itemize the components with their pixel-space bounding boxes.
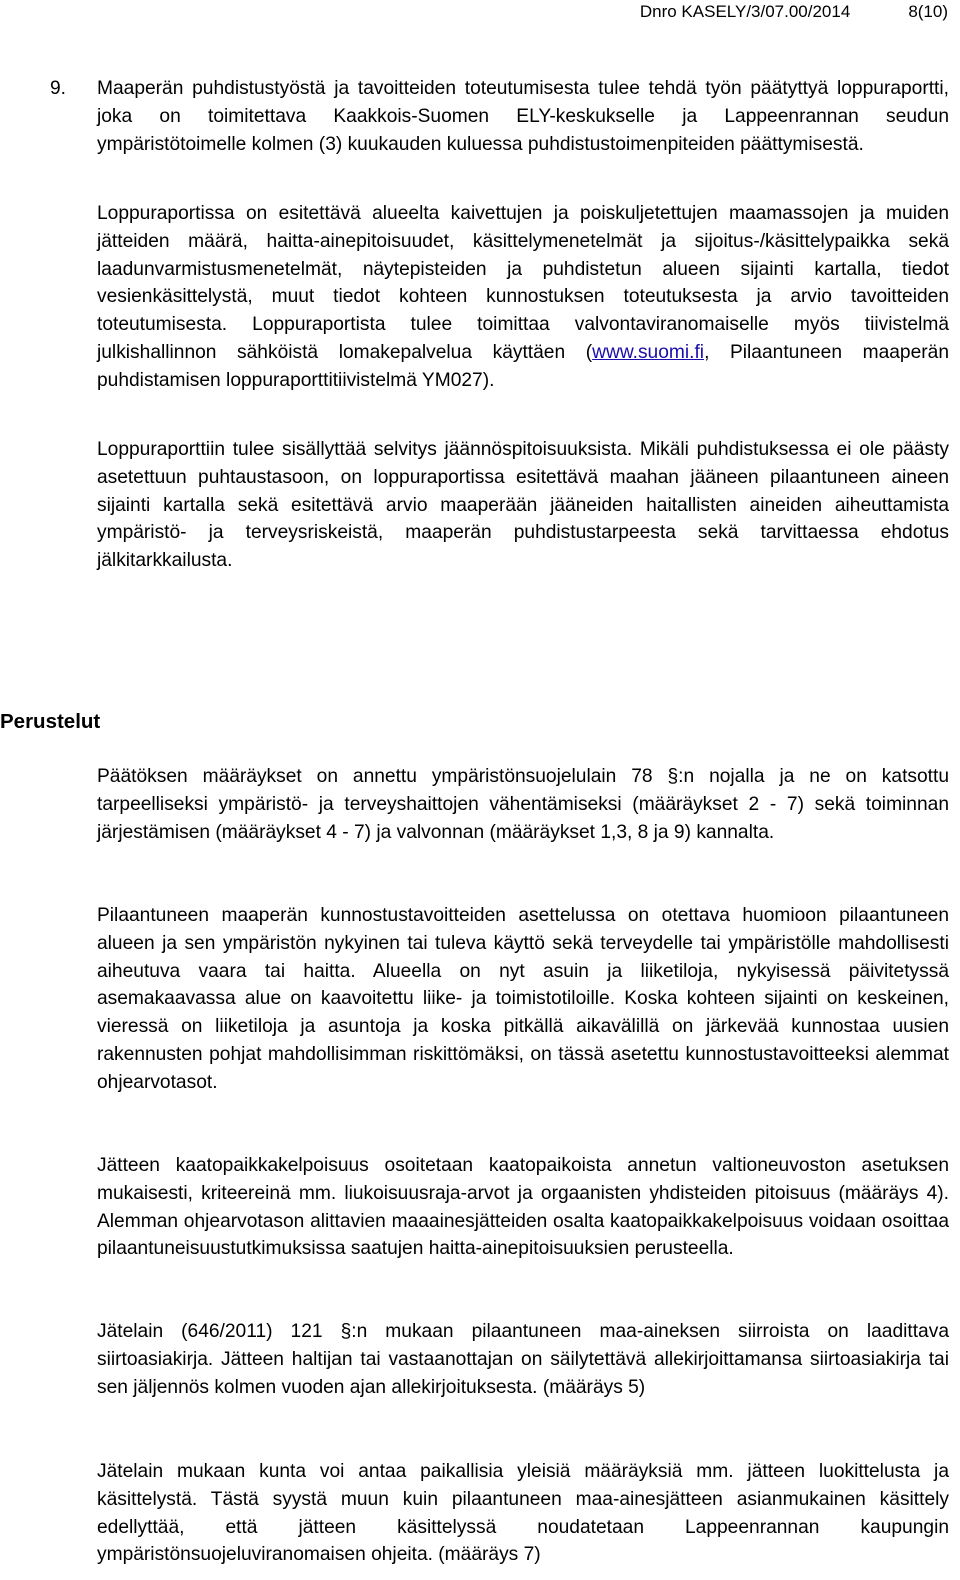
item-number: 9. bbox=[50, 78, 67, 99]
document-number: Dnro KASELY/3/07.00/2014 bbox=[639, 2, 851, 21]
justification-paragraph: Jätelain (646/2011) 121 §:n mukaan pilaantuneen maa-aineksen siirroista on laadittava siirtoasiakirja. Jätteen haltijan tai vastaanottajan on säilytettävä allekirjoittamansa siirtoasiakirja tai sen jäljennös kolmen vuoden ajan allekirjoituksesta. (määräys 5) bbox=[97, 1321, 949, 1398]
page-number: 8(10) bbox=[908, 2, 948, 21]
section-heading-perustelut: Perustelut bbox=[0, 710, 101, 733]
justification-paragraph: Pilaantuneen maaperän kunnostustavoitteiden asettelussa on otettava huomioon pilaantuneen alueen ja sen ympäristön nykyinen tai tuleva käyttö sekä terveydelle tai ympäristölle mahdollisesti aiheutuva vaara tai haitta. Alueella on nyt asuin ja liiketiloja, nykyisessä päivitetyssä asemakaavassa alue on kaavoitettu liike- ja toimistotiloille. Koska kohteen sijainti on keskeinen, vieressä on liiketiloja ja asuntoja ja koska pitkällä aikavälillä on järkevää kunnostaa uusien rakennusten pohjat mahdollisimman riskittömäksi, on tässä asetettu kunnostustavoitteeksi alemmat ohjearvotasot. bbox=[97, 905, 949, 1093]
item-9-paragraph: Maaperän puhdistustyöstä ja tavoitteiden toteutumisesta tulee tehdä työn päätyttyä loppuraportti, joka on toimitettava Kaakkois-Suomen ELY-keskukselle ja Lappeenrannan seudun ympäristötoimelle kolmen (3) kuukauden kuluessa puhdistustoimenpiteiden päättymisestä. bbox=[97, 78, 949, 155]
final-report-text-end: , Pilaantuneen maaperän puhdistamisen loppuraporttitiivistelmä YM027). bbox=[97, 341, 949, 391]
page-header bbox=[640, 2, 948, 22]
final-report-text: Loppuraportissa on esitettävä alueelta kaivettujen ja poiskuljetettujen maamassojen ja muiden jätteiden määrä, haitta-ainepitoisuudet, käsittelymenetelmät ja sijoitus-/käsittelypaikka sekä laadunvarmistusmenetelmät, näytepisteiden ja puhdistetun alueen sijainti kartalla, tiedot vesienkäsittelystä, muut tiedot kohteen kunnostuksen toteutuksesta ja arvio tavoitteiden toteutumisesta. Loppuraportista tulee toimittaa valvontaviranomaiselle myös tiivistelmä julkishallinnon sähköistä lomakepalvelua käyttäen ( bbox=[97, 203, 949, 363]
justification-paragraph: Jätelain mukaan kunta voi antaa paikallisia yleisiä määräyksiä mm. jätteen luokittelusta ja käsittelystä. Tästä syystä muun kuin pilaantuneen maa-ainesjätteen asianmukainen käsittely edellyttää, että jätteen käsittelyssä noudatetaan Lappeenrannan kaupungin ympäristönsuojeluviranomaisen ohjeita. (määräys 7) bbox=[97, 1461, 949, 1566]
justification-paragraph: Jätteen kaatopaikkakelpoisuus osoitetaan kaatopaikoista annetun valtioneuvoston asetuksen mukaisesti, kriteereinä mm. liukoisuusraja-arvot ja orgaanisten yhdisteiden pitoisuus (määräys 4). Alemman ohjearvotason alittavien maaainesjätteiden osalta kaatopaikkakelpoisuus voidaan osoittaa pilaantuneisuustutkimuksissa saatujen haitta-ainepitoisuuksien perusteella. bbox=[97, 1155, 949, 1260]
residual-concentration-paragraph: Loppuraporttiin tulee sisällyttää selvitys jäännöspitoisuuksista. Mikäli puhdistuksessa ei ole päästy asetettuun puhtaustasoon, on loppuraportissa esitettävä maahan jääneen pilaantuneen aineen sijainti kartalla sekä esitettävä arvio maaperään jääneiden haitallisten aineiden aiheuttamista ympäristö- ja terveysriskeistä, maaperän puhdistustarpeesta sekä tarvittaessa ehdotus jälkitarkkailusta. bbox=[97, 439, 949, 572]
justification-paragraph: Päätöksen määräykset on annettu ympäristönsuojelulain 78 §:n nojalla ja ne on katsottu tarpeelliseksi ympäristö- ja terveyshaittojen vähentämiseksi (määräykset 2 - 7) sekä toiminnan järjestämisen (määräykset 4 - 7) ja valvonnan (määräykset 1,3, 8 ja 9) kannalta. bbox=[97, 766, 949, 843]
final-report-paragraph bbox=[97, 200, 949, 395]
suomi-fi-link[interactable]: www.suomi.fi bbox=[592, 341, 705, 363]
